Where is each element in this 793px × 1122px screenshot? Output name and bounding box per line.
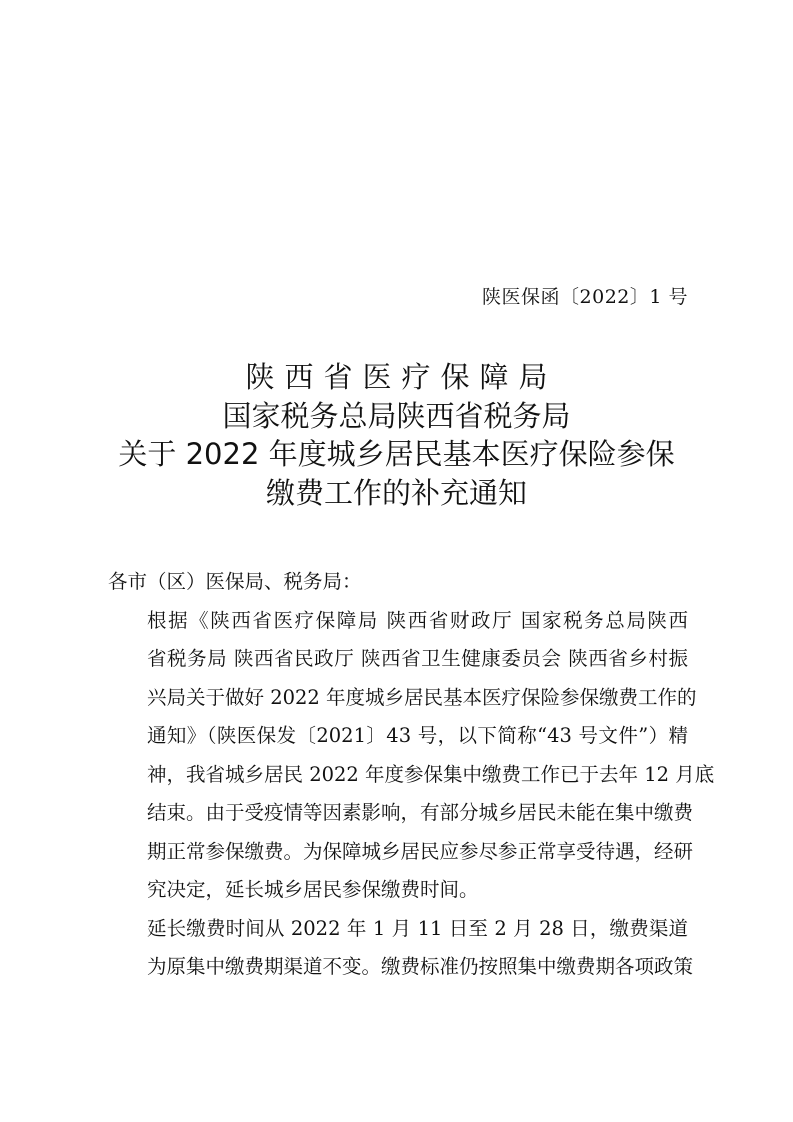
paragraph-2 (108, 910, 694, 987)
paragraph-2-line: 为原集中缴费期渠道不变。缴费标准仍按照集中缴费期各项政策 (147, 955, 694, 978)
paragraph-1 (108, 602, 715, 910)
paragraph-2-line: 延长缴费时间从 2022 年 1 月 11 日至 2 月 28 日，缴费渠道 (147, 916, 688, 940)
document-title (0, 358, 793, 512)
title-line-2: 国家税务总局陕西省税务局 (222, 398, 571, 433)
paragraph-1-line: 省税务局 陕西省民政厅 陕西省卫生健康委员会 陕西省乡村振 (147, 647, 688, 670)
paragraph-1-line: 兴局关于做好 2022 年度城乡居民基本医疗保险参保缴费工作的 (147, 685, 697, 709)
paragraph-1-line: 期正常参保缴费。为保障城乡居民应参尽参正常享受待遇，经研 (147, 839, 694, 863)
title-line-1: 陕西省医疗保障局 (245, 360, 558, 394)
paragraph-1-line: 神，我省城乡居民 2022 年度参保集中缴费工作已于去年 12 月底 (147, 762, 715, 786)
paragraph-1-line: 结束。由于受疫情等因素影响，有部分城乡居民未能在集中缴费 (147, 801, 694, 824)
paragraph-1-line: 究决定，延长城乡居民参保缴费时间。 (147, 878, 479, 901)
salutation: 各市（区）医保局、税务局： (108, 570, 362, 593)
paragraph-1-line: 根据《陕西省医疗保障局 陕西省财政厅 国家税务总局陕西 (147, 608, 688, 632)
title-line-4: 缴费工作的补充通知 (265, 475, 527, 510)
document-number: 陕医保函〔2022〕1 号 (482, 286, 688, 308)
document-body (108, 563, 715, 987)
paragraph-1-line: 通知》（陕医保发〔2021〕43 号，以下简称“43 号文件”）精 (147, 724, 688, 747)
title-line-3: 关于 2022 年度城乡居民基本医疗保险参保 (118, 437, 675, 471)
